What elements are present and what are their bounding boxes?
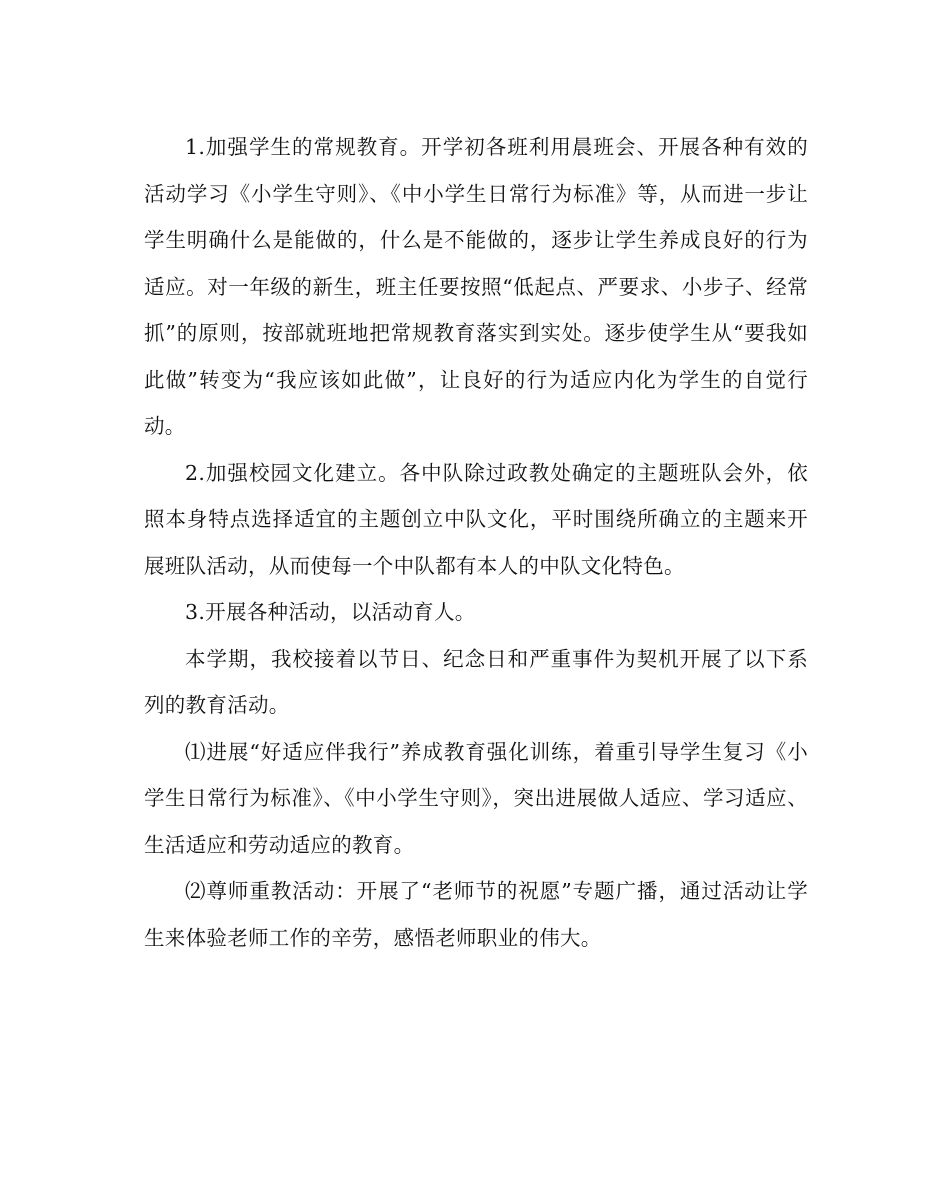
paragraph-routine-education: 1.加强学生的常规教育。开学初各班利用晨班会、开展各种有效的活动学习《小学生守则》、《中小学生日常行为标准》等，从而进一步让学生明确什么是能做的，什么是不能做的，逐步让学生养成良好的行为适应。对一年级的新生，班主任要按照“低起点、严要求、小步子、经常抓”的原则，按部就班地把常规教育落实到实处。逐步使学生从“要我如此做”转变为“我应该如此做”，让良好的行为适应内化为学生的自觉行动。 xyxy=(144,135,808,438)
paragraph-teacher-respect: ⑵尊师重教活动：开展了“老师节的祝愿”专题广播，通过活动让学生来体验老师工作的辛劳，感悟老师职业的伟大。 xyxy=(144,879,808,950)
document-body xyxy=(144,124,808,961)
paragraph-habit-training: ⑴进展“好适应伴我行”养成教育强化训练，着重引导学生复习《小学生日常行为标准》、《中小学生守则》，突出进展做人适应、学习适应、生活适应和劳动适应的教育。 xyxy=(144,739,808,857)
paragraph-semester-intro: 本学期，我校接着以节日、纪念日和严重事件为契机开展了以下系列的教育活动。 xyxy=(144,646,808,717)
paragraph-activities-heading: 3.开展各种活动，以活动育人。 xyxy=(185,600,476,624)
paragraph-campus-culture: 2.加强校园文化建立。各中队除过政教处确定的主题班队会外，依照本身特点选择适宜的主题创立中队文化，平时围绕所确立的主题来开展班队活动，从而使每一个中队都有本人的中队文化特色。 xyxy=(144,460,808,578)
